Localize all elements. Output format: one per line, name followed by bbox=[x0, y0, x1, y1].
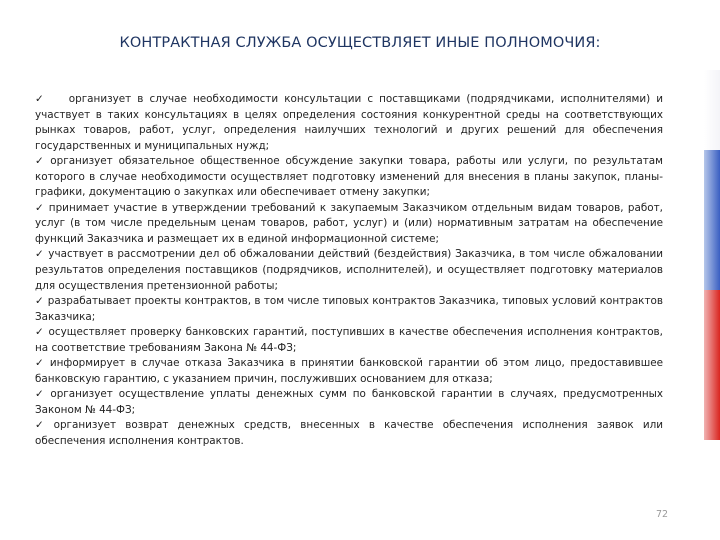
list-item bbox=[35, 294, 663, 325]
list-item-text: информирует в случае отказа Заказчика в принятии банковской гарантии об этом лицо, предоставившее банковскую гарантию, с указанием причин, послуживших основанием для отказа; bbox=[35, 357, 663, 385]
list-item bbox=[35, 154, 663, 201]
checkmark-icon: ✓ bbox=[35, 388, 47, 401]
checkmark-icon: ✓ bbox=[35, 419, 50, 432]
checkmark-icon: ✓ bbox=[35, 155, 47, 168]
list-item-text: разрабатывает проекты контрактов, в том числе типовых контрактов Заказчика, типовых условий контрактов Заказчика; bbox=[35, 295, 663, 323]
checkmark-icon: ✓ bbox=[35, 295, 44, 308]
page-number: 72 bbox=[656, 509, 669, 520]
checkmark-icon: ✓ bbox=[35, 93, 47, 105]
list-item bbox=[35, 418, 663, 449]
flag-stripe-blue bbox=[704, 150, 720, 290]
list-item-text: участвует в рассмотрении дел об обжаловании действий (бездействия) Заказчика, в том числе обжаловании результатов определения поставщиков (подрядчиков, исполнителей), и осуществляет подготовку материалов для осуществления претензионной работы; bbox=[35, 248, 664, 292]
list-item bbox=[35, 201, 663, 248]
list-item-text: принимает участие в утверждении требований к закупаемым Заказчиком отдельным видам товаров, работ, услуг (в том числе предельным ценам товаров, работ, услуг) и (или) нормативным затратам на обеспечение функций Заказчика и размещает их в единой информационной системе; bbox=[35, 201, 663, 245]
powers-list bbox=[35, 92, 663, 450]
checkmark-icon: ✓ bbox=[35, 248, 45, 261]
checkmark-icon: ✓ bbox=[35, 326, 45, 339]
list-item-text: осуществляет проверку банковских гарантий, поступивших в качестве обеспечения исполнения контрактов, на соответствие требованиям Закона № 44-ФЗ; bbox=[35, 326, 663, 354]
checkmark-icon: ✓ bbox=[35, 357, 46, 370]
list-item-text: организует обязательное общественное обсуждение закупки товара, работы или услуги, по результатам которого в случае необходимости осуществляет подготовку изменений для внесения в планы закупок, планы- графики, документацию о закупках или обеспечивает отмену закупки; bbox=[35, 155, 663, 199]
list-item-text: организует возврат денежных средств, внесенных в качестве обеспечения исполнения заявок или обеспечения исполнения контрактов. bbox=[35, 419, 663, 448]
list-item bbox=[35, 356, 663, 387]
list-item bbox=[35, 92, 663, 154]
slide-title: КОНТРАКТНАЯ СЛУЖБА ОСУЩЕСТВЛЯЕТ ИНЫЕ ПОЛНОМОЧИЯ: bbox=[119, 35, 601, 51]
list-item-text: организует осуществление уплаты денежных сумм по банковской гарантии в случаях, предусмотренных Законом № 44-ФЗ; bbox=[35, 388, 663, 416]
list-item bbox=[35, 325, 663, 356]
flag-stripe-red bbox=[704, 290, 720, 440]
list-item bbox=[35, 387, 663, 418]
list-item-text: организует в случае необходимости консультации с поставщиками (подрядчиками, исполнителями) и участвует в таких консультациях в целях определения состояния конкурентной среды на соответствующих рынках товаров, работ, услуг, определения наилучших технологий и других решений для обеспечения государственных и муниципальных нужд; bbox=[35, 93, 663, 152]
list-item bbox=[35, 247, 663, 294]
checkmark-icon: ✓ bbox=[35, 201, 45, 214]
